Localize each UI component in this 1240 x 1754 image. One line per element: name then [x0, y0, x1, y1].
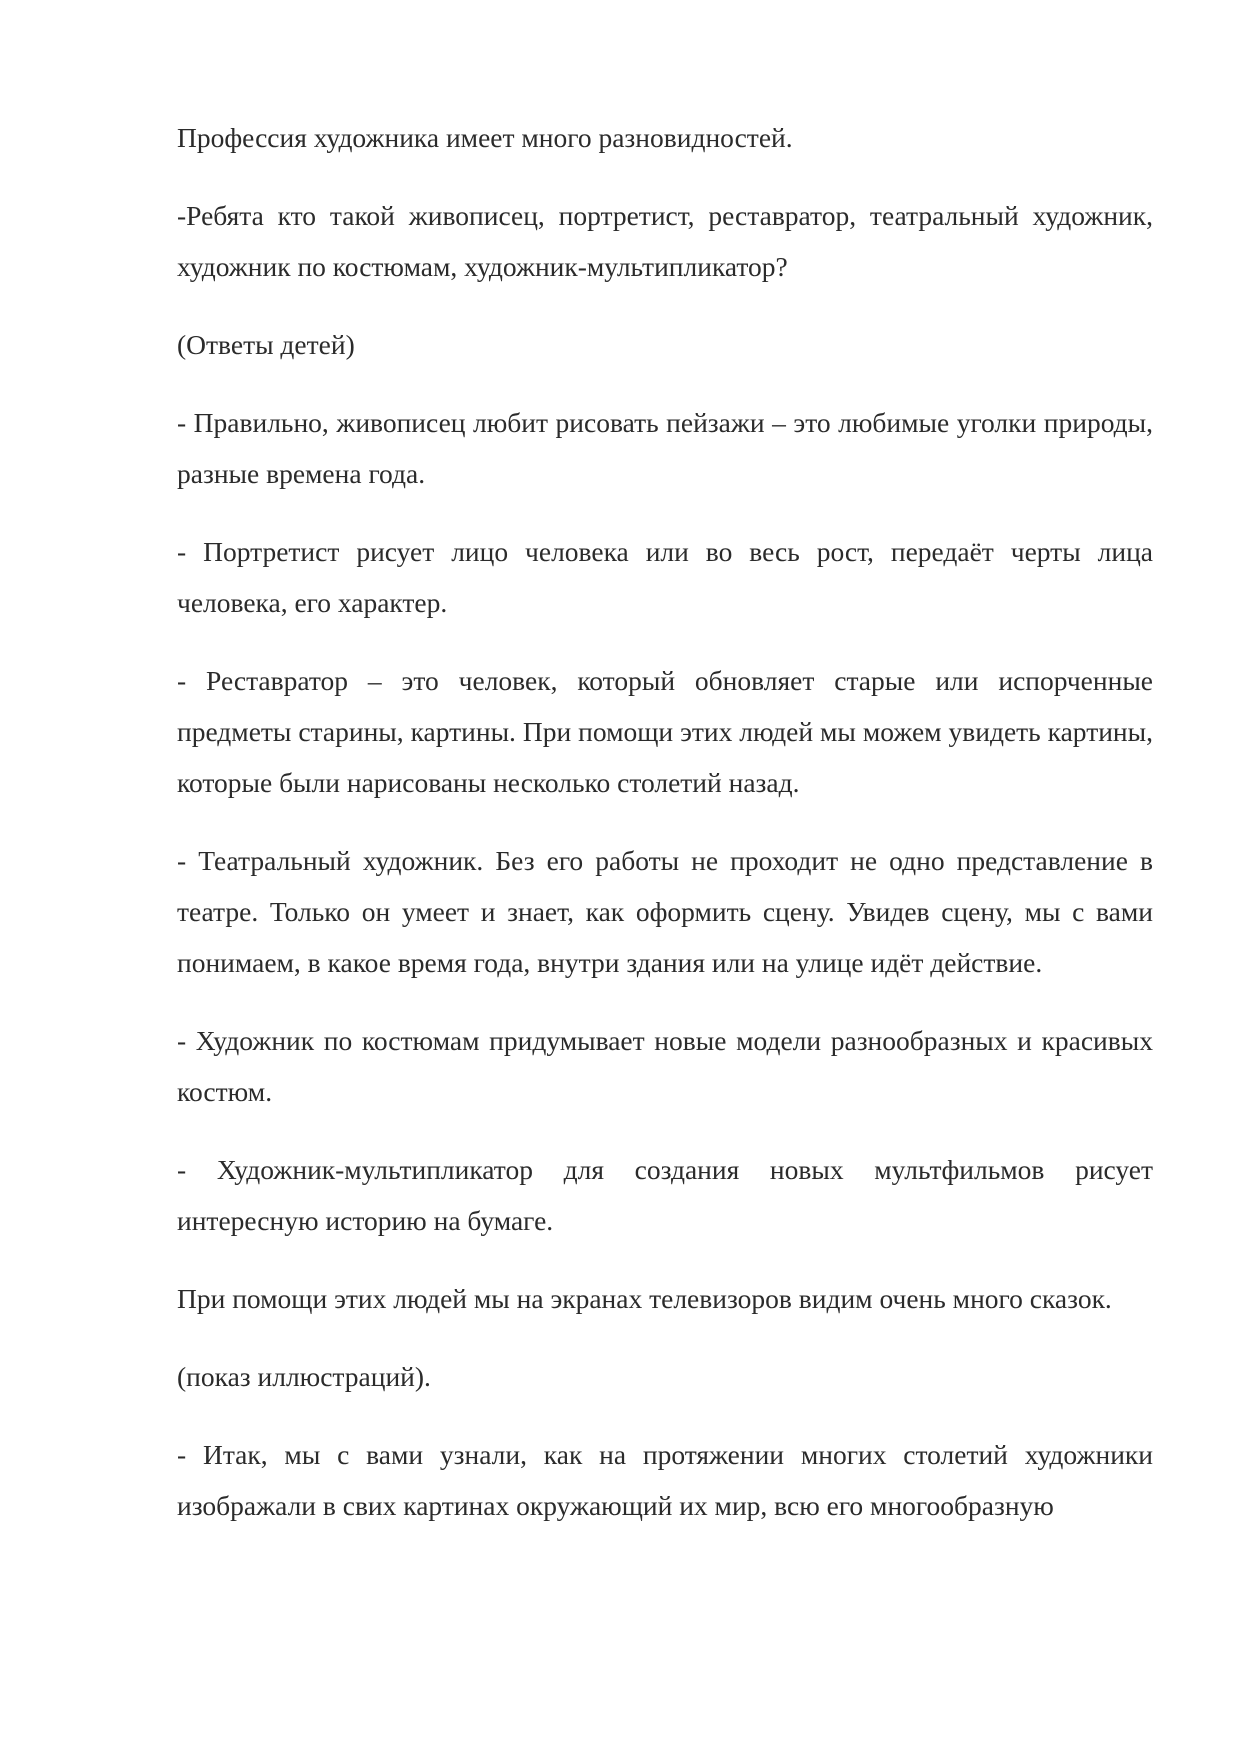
paragraph-portraitist: - Портретист рисует лицо человека или во весь рост, передаёт черты лица человека, его характер. — [177, 536, 1153, 618]
paragraph-intro: Профессия художника имеет много разновидностей. — [177, 122, 793, 153]
paragraph-theatre-artist: - Театральный художник. Без его работы не проходит не одно представление в театре. Только он умеет и знает, как оформить сцену. Увидев сцену, мы с вами понимаем, в какое время года, внутри здания или на улице идёт действие. — [177, 845, 1153, 978]
paragraph-illustrations: (показ иллюстраций). — [177, 1361, 431, 1392]
paragraph-question: -Ребята кто такой живописец, портретист, реставратор, театральный художник, художник по костюмам, художник-мультипликатор? — [177, 200, 1153, 282]
document-body — [177, 112, 1153, 1558]
paragraph-children-answers: (Ответы детей) — [177, 329, 355, 360]
paragraph-animator: - Художник-мультипликатор для создания новых мультфильмов рисует интересную историю на бумаге. — [177, 1154, 1153, 1236]
paragraph-fairy-tales: При помощи этих людей мы на экранах телевизоров видим очень много сказок. — [177, 1283, 1112, 1314]
paragraph-restorer: - Реставратор – это человек, который обновляет старые или испорченные предметы старины, картины. При помощи этих людей мы можем увидеть картины, которые были нарисованы несколько столетий назад. — [177, 665, 1153, 798]
paragraph-costume-artist: - Художник по костюмам придумывает новые модели разнообразных и красивых костюм. — [177, 1025, 1153, 1107]
paragraph-painter: - Правильно, живописец любит рисовать пейзажи – это любимые уголки природы, разные времена года. — [177, 407, 1153, 489]
paragraph-summary: - Итак, мы с вами узнали, как на протяжении многих столетий художники изображали в свих картинах окружающий их мир, всю его многообразную — [177, 1439, 1153, 1521]
